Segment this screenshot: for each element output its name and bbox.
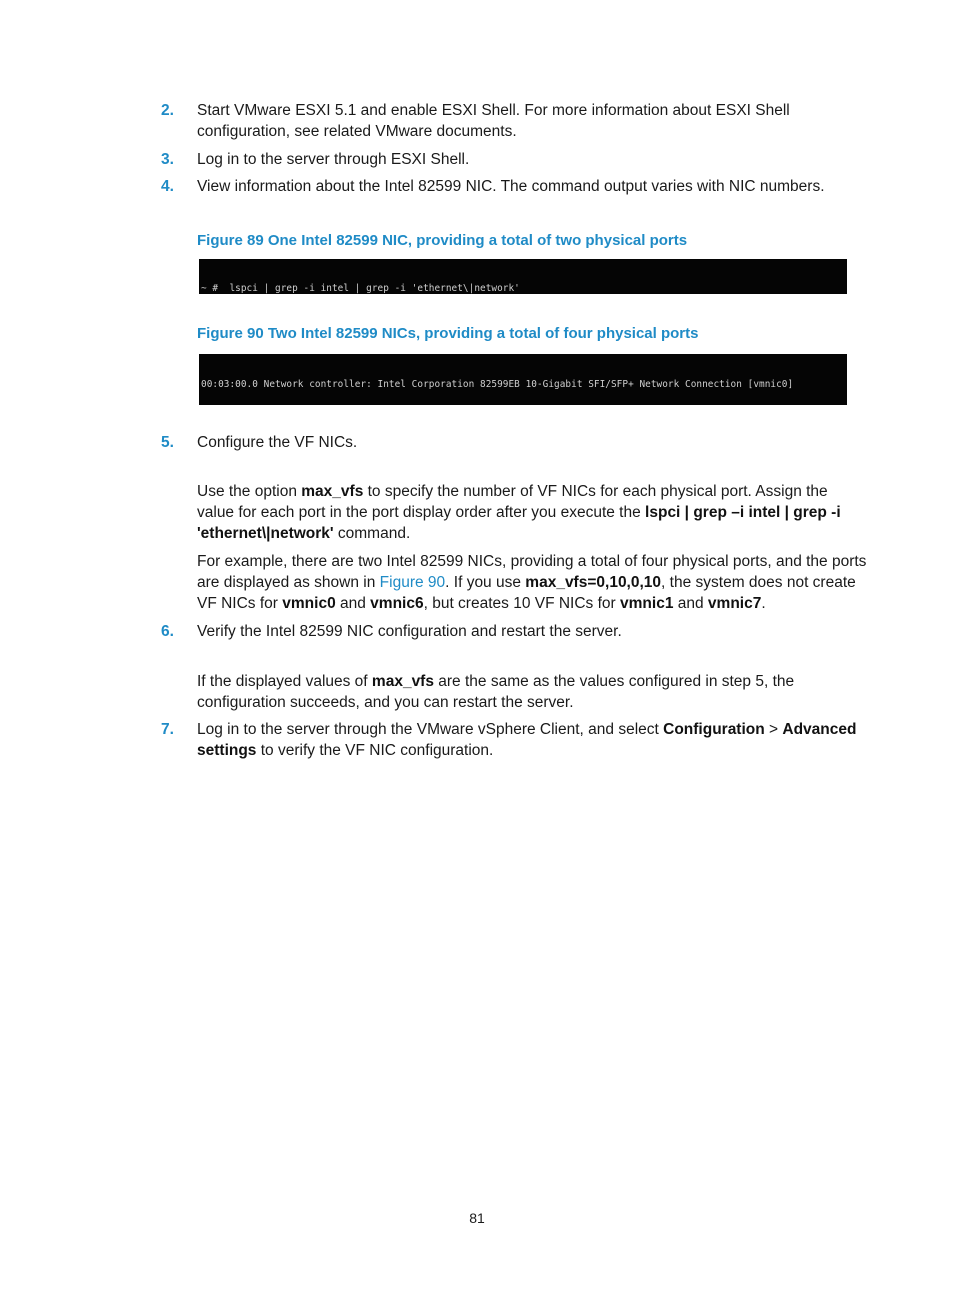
text: , but creates 10 VF NICs for: [423, 595, 621, 612]
bold-term: max_vfs: [371, 673, 434, 690]
text: Log in to the server through the VMware vSphere Client, and select: [197, 721, 664, 738]
step-text: Log in to the server through ESXI Shell.: [197, 151, 470, 168]
text: to specify the number of VF NICs for each physical port. Assign the value for each port in the port display order after you execute the: [197, 483, 828, 521]
step-number: 7.: [161, 721, 174, 738]
text: , the system does not create VF NICs for: [197, 574, 856, 612]
step-number: 4.: [161, 178, 174, 195]
step-text: Verify the Intel 82599 NIC configuration and restart the server.: [197, 623, 622, 640]
step-text: Configure the VF NICs.: [197, 434, 358, 451]
text: Use the option: [197, 483, 302, 500]
figure-90-terminal: [199, 354, 847, 405]
step-number: 2.: [161, 102, 174, 119]
step-number: 5.: [161, 434, 174, 451]
figure-89-terminal: [199, 259, 847, 294]
terminal-line: 00:03:00.0 Network controller: Intel Corporation 82599EB 10-Gigabit SFI/SFP+ Network Connection [vmnic0]: [201, 379, 794, 390]
paragraph-max-vfs-option: [197, 481, 869, 544]
bold-term: Configuration: [663, 721, 765, 738]
text: >: [764, 721, 783, 738]
paragraph-example: [197, 551, 869, 614]
terminal-line: ~ # lspci | grep -i intel | grep -i 'ethernet\|network': [201, 283, 520, 294]
step-number: 3.: [161, 151, 174, 168]
figure-90-title: Figure 90 Two Intel 82599 NICs, providing a total of four physical ports: [197, 325, 699, 342]
text: and: [335, 595, 371, 612]
text: For example, there are two Intel 82599 NICs, providing a total of four physical ports, and the ports are displayed as shown in: [197, 553, 867, 591]
step-text: [197, 719, 867, 761]
figure-90-link[interactable]: Figure 90: [379, 574, 446, 591]
bold-term: max_vfs=0,10,0,10: [525, 574, 662, 591]
step-text: Start VMware ESXI 5.1 and enable ESXI Shell. For more information about ESXI Shell configuration, see related VMware documents.: [197, 102, 790, 140]
bold-term: vmnic1: [620, 595, 674, 612]
figure-89-title: Figure 89 One Intel 82599 NIC, providing a total of two physical ports: [197, 232, 688, 249]
bold-term: max_vfs: [301, 483, 364, 500]
bold-command: lspci | grep –i intel | grep -i 'ethernet\|network': [197, 504, 841, 542]
paragraph-verify: [197, 671, 869, 713]
bold-term: Advanced settings: [197, 721, 857, 759]
text: command.: [333, 525, 411, 542]
text: .: [761, 595, 766, 612]
bold-term: vmnic7: [707, 595, 762, 612]
text: If the displayed values of: [197, 673, 372, 690]
step-text: View information about the Intel 82599 NIC. The command output varies with NIC numbers.: [197, 178, 825, 195]
page-number: 81: [469, 1210, 485, 1226]
bold-term: vmnic6: [370, 595, 424, 612]
text: and: [673, 595, 708, 612]
text: to verify the VF NIC configuration.: [256, 742, 494, 759]
text: . If you use: [445, 574, 526, 591]
text: are the same as the values configured in step 5, the configuration succeeds, and you can restart the server.: [197, 673, 795, 711]
step-number: 6.: [161, 623, 174, 640]
bold-term: vmnic0: [282, 595, 336, 612]
